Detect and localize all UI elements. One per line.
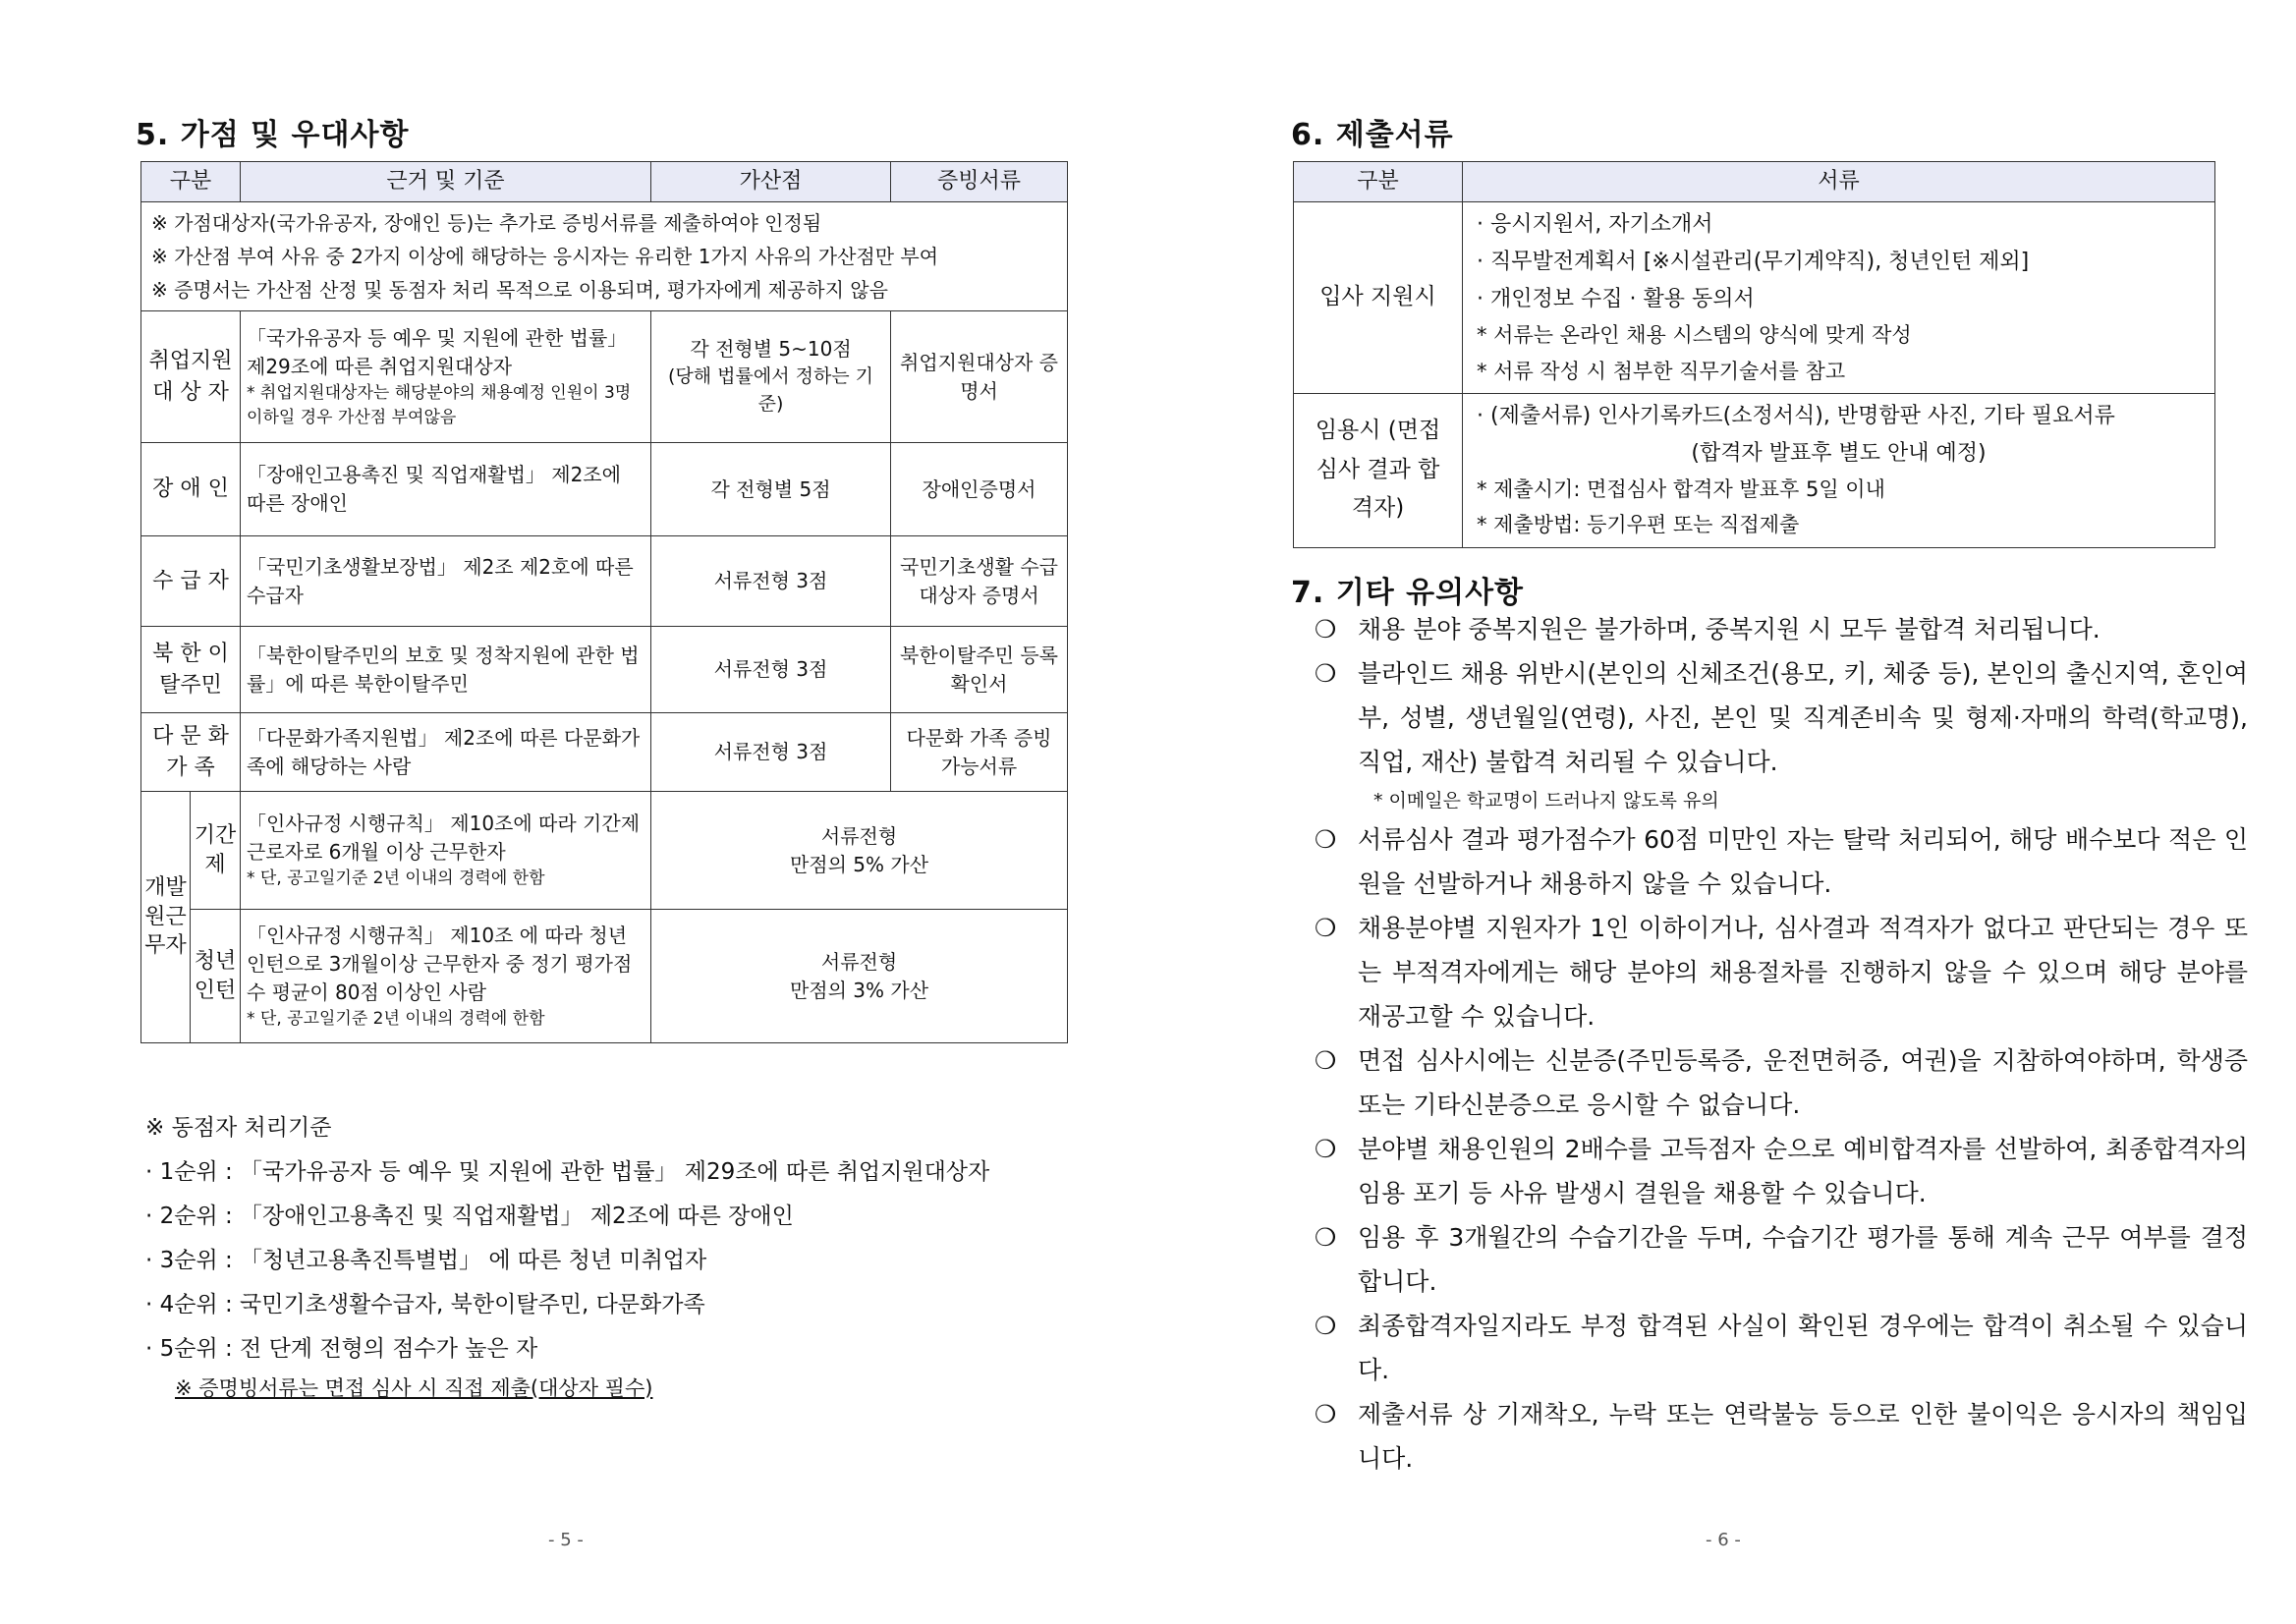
row-docs: 국민기초생활 수급대상자 증명서 [891, 536, 1068, 627]
bullet-circle-icon: ❍ [1315, 615, 1337, 644]
doc-line: · 개인정보 수집 · 활용 동의서 [1477, 286, 1755, 311]
row-basis: 「인사규정 시행규칙」 제10조에 따라 기간제 근로자로 6개월 이상 근무한자 [247, 812, 641, 865]
bullet-circle-icon: ❍ [1315, 659, 1337, 688]
documents-table-header [1294, 162, 2215, 202]
header-docs: 증빙서류 [891, 162, 1068, 202]
list-item: ❍ 면접 심사시에는 신분증(주민등록증, 운전면허증, 여권)을 지참하여야하며, 학생증 또는 기타신분증으로 응시할 수 없습니다. [1315, 1038, 2248, 1127]
group-label: 개발원근무자 [141, 792, 191, 1043]
bullet-circle-icon: ❍ [1315, 1135, 1337, 1163]
row-category: 임용시 (면접심사 결과 합격자) [1294, 393, 1463, 547]
row-points: 서류전형 [820, 949, 898, 974]
documents-table [1293, 161, 2215, 548]
table-row [141, 627, 1068, 713]
page-number: - 6 - [1706, 1530, 1741, 1550]
section-title-notices: 7. 기타 유의사항 [1291, 576, 1525, 610]
page-number: - 5 - [548, 1530, 584, 1550]
doc-line: * 제출방법: 등기우편 또는 직접제출 [1477, 513, 1800, 537]
row-points: 각 전형별 5점 [651, 443, 891, 536]
doc-line: * 제출시기: 면접심사 합격자 발표후 5일 이내 [1477, 477, 1885, 502]
header-points: 가산점 [651, 162, 891, 202]
row-docs: 북한이탈주민 등록확인서 [891, 627, 1068, 713]
row-docs: 다문화 가족 증빙 가능서류 [891, 713, 1068, 792]
list-item: ❍ 제출서류 상 기재착오, 누락 또는 연락불능 등으로 인한 불이익은 응시자의 책임입니다. [1315, 1392, 2248, 1481]
bullet-circle-icon: ❍ [1315, 825, 1337, 854]
row-basis-note: * 단, 공고일기준 2년 이내의 경력에 한함 [247, 1008, 545, 1029]
doc-line: · (제출서류) 인사기록카드(소정서식), 반명함판 사진, 기타 필요서류 [1477, 403, 2115, 428]
table-row [141, 792, 1068, 910]
row-basis: 「인사규정 시행규칙」 제10조 에 따라 청년인턴으로 3개월이상 근무한자 중 정기 평가점수 평균이 80점 이상인 사람 [247, 923, 633, 1004]
row-points-note: 만점의 3% 가산 [789, 978, 929, 1002]
bonus-note: ※ 가점대상자(국가유공자, 장애인 등)는 추가로 증빙서류를 제출하여야 인정됨 [151, 211, 822, 235]
row-category: 다 문 화 가 족 [141, 713, 241, 792]
bonus-notes-row [141, 202, 1068, 311]
row-points: 서류전형 3점 [651, 627, 891, 713]
table-row [141, 443, 1068, 536]
row-basis-note: * 취업지원대상자는 해당분야의 채용예정 인원이 3명 이하일 경우 가산점 부여않음 [247, 382, 632, 427]
bonus-table-header [141, 162, 1068, 202]
bullet-circle-icon: ❍ [1315, 1400, 1337, 1428]
row-points: 서류전형 3점 [651, 713, 891, 792]
doc-line: · 응시지원서, 자기소개서 [1477, 212, 1713, 237]
tie-footnote: ※ 증명빙서류는 면접 심사 시 직접 제출(대상자 필수) [175, 1376, 653, 1400]
bullet-circle-icon: ❍ [1315, 1223, 1337, 1252]
doc-line: (합격자 발표후 별도 안내 예정) [1691, 440, 1987, 466]
bullet-circle-icon: ❍ [1315, 914, 1337, 942]
row-category: 북 한 이탈주민 [141, 627, 241, 713]
section-title-documents: 6. 제출서류 [1291, 118, 1454, 152]
table-row [1294, 202, 2215, 394]
tie-item: · 3순위 : 「청년고용촉진특별법」 에 따른 청년 미취업자 [145, 1248, 707, 1273]
row-docs: 취업지원대상자 증명서 [891, 311, 1068, 443]
row-basis: 「국민기초생활보장법」 제2조 제2호에 따른 수급자 [241, 536, 651, 627]
list-item: ❍ 서류심사 결과 평가점수가 60점 미만인 자는 탈락 처리되어, 해당 배수보다 적은 인원을 선발하거나 채용하지 않을 수 있습니다. [1315, 817, 2248, 906]
notices-list [1315, 607, 2248, 1481]
tie-item: · 2순위 : 「장애인고용촉진 및 직업재활법」 제2조에 따른 장애인 [145, 1204, 794, 1229]
list-item: ❍ 채용 분야 중복지원은 불가하며, 중복지원 시 모두 불합격 처리됩니다. [1315, 607, 2248, 651]
row-docs: 장애인증명서 [891, 443, 1068, 536]
table-row [141, 713, 1068, 792]
table-row [141, 536, 1068, 627]
tie-item: · 1순위 : 「국가유공자 등 예우 및 지원에 관한 법률」 제29조에 따른 취업지원대상자 [145, 1159, 990, 1185]
table-row [141, 311, 1068, 443]
row-category: 장 애 인 [141, 443, 241, 536]
right-page [1148, 0, 2296, 1624]
sub-label: 청년인턴 [191, 910, 241, 1043]
row-points-note: 만점의 5% 가산 [789, 852, 929, 876]
list-item: ❍ 분야별 채용인원의 2배수를 고득점자 순으로 예비합격자를 선발하여, 최종합격자의 임용 포기 등 사유 발생시 결원을 채용할 수 있습니다. [1315, 1127, 2248, 1215]
row-points: 서류전형 3점 [651, 536, 891, 627]
doc-line: · 직무발전계획서 [※시설관리(무기계약직), 청년인턴 제외] [1477, 249, 2030, 274]
list-sub-note: * 이메일은 학교명이 드러나지 않도록 유의 [1373, 790, 1719, 812]
row-basis: 「국가유공자 등 예우 및 지원에 관한 법률」 제29조에 따른 취업지원대상자 [247, 325, 628, 378]
tie-item: · 4순위 : 국민기초생활수급자, 북한이탈주민, 다문화가족 [145, 1292, 705, 1317]
row-basis: 「북한이탈주민의 보호 및 정착지원에 관한 법률」에 따른 북한이탈주민 [241, 627, 651, 713]
table-row [1294, 393, 2215, 547]
table-row [141, 910, 1068, 1043]
row-points-note: (당해 법률에서 정하는 기준) [667, 365, 874, 415]
sub-label: 기간제 [191, 792, 241, 910]
row-category: 취업지원 대 상 자 [141, 311, 241, 443]
bullet-circle-icon: ❍ [1315, 1312, 1337, 1340]
header-category: 구분 [141, 162, 241, 202]
tie-title: ※ 동점자 처리기준 [145, 1115, 332, 1141]
tie-item: · 5순위 : 전 단계 전형의 점수가 높은 자 [145, 1336, 538, 1362]
list-item: ❍ 임용 후 3개월간의 수습기간을 두며, 수습기간 평가를 통해 계속 근무 여부를 결정합니다. [1315, 1215, 2248, 1304]
tie-breaker-section [145, 1106, 989, 1405]
list-item: ❍ 최종합격자일지라도 부정 합격된 사실이 확인된 경우에는 합격이 취소될 수 있습니다. [1315, 1304, 2248, 1392]
header-documents: 서류 [1463, 162, 2215, 202]
bullet-circle-icon: ❍ [1315, 1046, 1337, 1075]
row-category: 입사 지원시 [1294, 202, 1463, 394]
row-basis: 「다문화가족지원법」 제2조에 따른 다문화가족에 해당하는 사람 [241, 713, 651, 792]
row-points: 각 전형별 5~10점 [690, 337, 852, 362]
row-basis-note: * 단, 공고일기준 2년 이내의 경력에 한함 [247, 868, 545, 889]
row-category: 수 급 자 [141, 536, 241, 627]
bonus-note: ※ 가산점 부여 사유 중 2가지 이상에 해당하는 응시자는 유리한 1가지 사유의 가산점만 부여 [151, 245, 939, 268]
bonus-note: ※ 증명서는 가산점 산정 및 동점자 처리 목적으로 이용되며, 평가자에게 제공하지 않음 [151, 278, 888, 302]
doc-line: * 서류는 온라인 채용 시스템의 양식에 맞게 작성 [1477, 323, 1912, 348]
row-points: 서류전형 [820, 823, 898, 848]
row-basis: 「장애인고용촉진 및 직업재활법」 제2조에 따른 장애인 [241, 443, 651, 536]
section-title-bonus: 5. 가점 및 우대사항 [136, 118, 410, 152]
doc-line: * 서류 작성 시 첨부한 직무기술서를 참고 [1477, 359, 1846, 383]
list-item: ❍ 채용분야별 지원자가 1인 이하이거나, 심사결과 적격자가 없다고 판단되는 경우 또는 부적격자에게는 해당 분야의 채용절차를 진행하지 않을 수 있으며 해당 분야를 재공고할 수 있습니다. [1315, 906, 2248, 1038]
header-basis: 근거 및 기준 [241, 162, 651, 202]
bonus-table [140, 161, 1068, 1043]
list-item: ❍ 블라인드 채용 위반시(본인의 신체조건(용모, 키, 체중 등), 본인의 출신지역, 혼인여부, 성별, 생년월일(연령), 사진, 본인 및 직계존비속 및 형제·자매의 학력(학교명), 직업, 재산) 불합격 처리될 수 있습니다. [1315, 651, 2248, 784]
header-category: 구분 [1294, 162, 1463, 202]
